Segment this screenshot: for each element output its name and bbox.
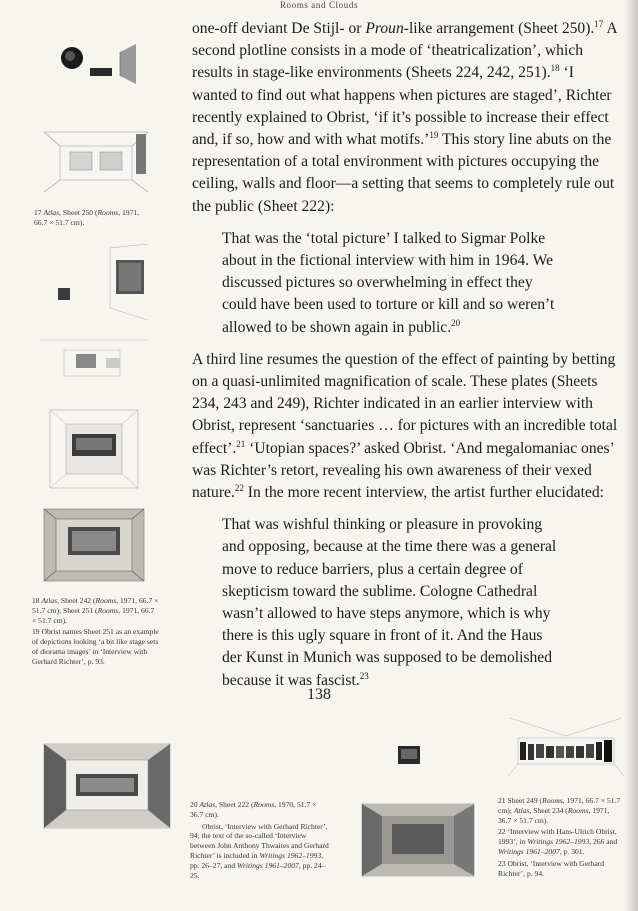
running-head: Rooms and Clouds <box>279 0 359 10</box>
page-edge-shadow <box>624 0 638 911</box>
sheet-242-room-image <box>36 336 152 386</box>
block-quote-2: That was wishful thinking or pleasure in provoking and opposing, because at the time there was a general move to reduce barriers, plus a certain degree of skepticism toward the sublime. Cologne Cathedral wasn’t allowed to have steps anymore, which is why there is this ugly square in front of it. And the Haus der Kunst in Munich was supposed to be demolished because it was fascist.$^{23}$ <box>222 516 557 689</box>
body-paragraph-1: one-off deviant De Stijl- or Proun-like arrangement (Sheet 250).$^{17}$ A second plotline consists in a mode of ‘theatricalization’, which results in stage-like environments (Sheets 224, 242, 251).$^{18}$ ‘I wanted to find out what happens when pictures are staged’, Richter recently explained to Obrist, ‘if it’s possible to increase their effect and, if so, how and with what motifs.’$^{19}$ This story line abuts on the representation of a total environment with pictures occupying the ceiling, walls and floor—a setting that seems to completely rule out the public (Sheet 222): <box>192 18 617 215</box>
caption-20-note: Obrist, ‘Interview with Gerhard Richter’, 94; the text of the so-called ‘Interview between John Anthony Thwaites and Gerhard Richter’ is included in Writings 1962–1993, pp. 26–27, and Writings 1961–2007, pp. 24–25. <box>190 821 329 880</box>
sheet-250-image <box>52 40 152 88</box>
caption-22-text: 22 ‘Interview with Hans-Ulrich Obrist, 1993’, in Writings 1962–1993, 266 and Writings 1961–2007, p. 301. <box>498 827 618 856</box>
caption-17-text: 17 Atlas, Sheet 250 (Rooms, 1971, 66.7 × 51.7 cm). <box>34 208 140 227</box>
caption-18-text: 18 Atlas, Sheet 242 (Rooms, 1971, 66.7 × 51.7 cm); Sheet 251 (Rooms, 1971, 66.7 × 51.7 cm). <box>32 596 159 625</box>
caption-20-text: 20 Atlas, Sheet 222 (Rooms, 1970, 51.7 × 36.7 cm). <box>190 800 317 819</box>
sheet-222-image <box>40 740 174 832</box>
sheet-250-room-image <box>40 126 152 196</box>
main-text <box>192 18 622 702</box>
sheet-251-image <box>36 505 152 585</box>
page-number: 138 <box>307 686 331 703</box>
caption-20 <box>190 800 330 882</box>
sheet-249-small-image <box>396 744 422 766</box>
sheet-249-image <box>506 714 626 780</box>
caption-23-text: 23 Obrist, ‘Interview with Gerhard Richter’, p. 94. <box>498 858 605 878</box>
sheet-251-image-top <box>36 400 152 498</box>
sheet-242-image <box>40 244 152 322</box>
body-paragraph-2: A third line resumes the question of the effect of painting by betting on a quasi-unlimited magnification of scale. These plates (Sheets 234, 243 and 249), Richter indicated in an earlier interview with Obrist, represent ‘sanctuaries … for pictures with an incredible total effect’.$^{21}$ ‘Utopian spaces?’ asked Obrist. ‘And megalomaniac ones’ was Richter’s retort, revealing his own awareness of their vexed nature.$^{22}$ In the more recent interview, the artist further elucidated: <box>192 350 618 502</box>
sheet-234-image <box>358 800 478 880</box>
caption-17 <box>34 208 154 230</box>
caption-21-23 <box>498 796 622 880</box>
caption-21-text: 21 Sheet 249 (Rooms, 1971, 66.7 × 51.7 cm); Atlas, Sheet 234 (Rooms, 1971, 36.7 × 51.7 cm). <box>498 796 621 825</box>
caption-19-text: 19 Obrist names Sheet 251 as an example of depictions looking ‘a bit like stage sets of diorama images’ in ‘Interview with Gerhard Richter’, p. 93. <box>32 627 159 666</box>
block-quote-1: That was the ‘total picture’ I talked to Sigmar Polke about in the fictional interview with him in 1964. We discussed pictures so overwhelming in effect they could have been used to torture or kill and so weren’t allowed to be shown again in public.$^{20}$ <box>222 229 555 336</box>
caption-18-19 <box>32 596 160 669</box>
